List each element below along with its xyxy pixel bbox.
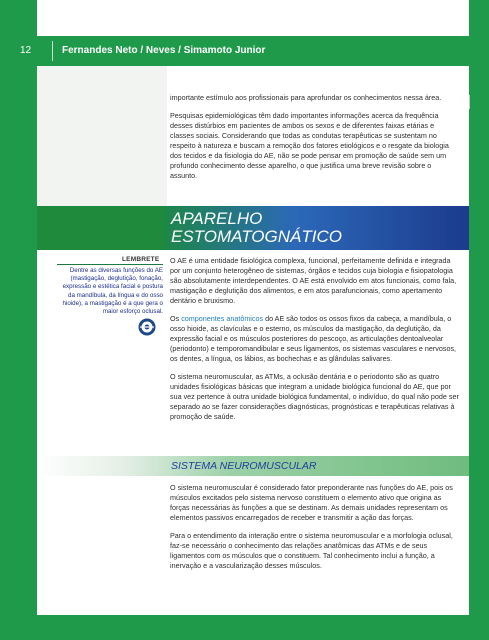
- bottom-green-border: [0, 615, 489, 640]
- section1-paragraph-1: O AE é uma entidade fisiológica complexa, funcional, perfeitamente definida e integrada por um conjunto heterogêneo de sistemas, órgãos e tecidos cuja biologia e fisiopatologia são absolutamente interdependentes. O AE está envolvido em atos funcionais, como fala, mastigação e deglutição dos alimentos, e em atos parafuncionais, como apertamento dentário e bruxismo.: [170, 256, 457, 305]
- section1-paragraph-3: O sistema neuromuscular, as ATMs, a oclusão dentária e o periodonto são as quatro unidades fisiológicas básicas que integram a unidade biológica funcional do AE, que por sua vez pertence à outra unidade biológica fundamental, o indivíduo, do qual não pode ser separado ao se fazer considerações diagnósticas, prognósticas e terapêuticas relativas à promoção de saúde.: [170, 372, 459, 421]
- left-margin-strip: [37, 66, 167, 206]
- section1-text: [170, 256, 459, 430]
- intro-text: [170, 93, 459, 189]
- sidebar-label: LEMBRETE: [122, 256, 160, 263]
- section-title-line-2: ESTOMATOGNÁTICO: [171, 227, 342, 246]
- sidebar-text: Dentre as diversas funções do AE (mastigação, deglutição, fonação, expressão e estética facial e postura da mandíbula, da língua e do osso hioide), a mastigação é a que gera o maior esforço oclusal.: [62, 267, 163, 316]
- intro-paragraph-1: importante estímulo aos profissionais para aprofundar os conhecimentos nessa área.: [170, 93, 442, 102]
- section2-paragraph-2: Para o entendimento da interação entre o sistema neuromuscular e a morfologia oclusal, faz-se necessário o conhecimento das relações anatômicas das ATMs e de seus ligamentos com os músculos que o constituem. Tal conhecimento inclui a função, a inervação e a vascularização desses músculos.: [170, 531, 453, 570]
- section2-paragraph-1: O sistema neuromuscular é considerado fator preponderante nas funções do AE, pois os músculos excitados pelo sistema nervoso constituem o elemento ativo que origina as forças necessárias às funções a que se destinam. As demais unidades representam os elementos passivos encarregados de receber e transmitir a ação das forças.: [170, 483, 453, 522]
- margin-tick: [469, 95, 470, 109]
- section-title-neuromuscular: SISTEMA NEUROMUSCULAR: [171, 460, 317, 472]
- sidebar-divider: [57, 264, 163, 265]
- right-green-border: [469, 0, 489, 640]
- section-banner-left-block: [37, 206, 165, 250]
- header-divider: [52, 41, 53, 61]
- anatomical-components-link[interactable]: componentes anatômicos: [181, 314, 264, 323]
- left-green-border: [0, 0, 37, 640]
- lembrete-icon: [138, 318, 156, 336]
- intro-paragraph-2: Pesquisas epidemiológicas têm dado importantes informações acerca da frequência desses distúrbios em pacientes de ambos os sexos e de diferentes faixas etárias e classes sociais. Considerando que todas as condutas terapêuticas se sustentam no respeito à natureza e buscam a remoção dos fatores etiológicos e o resgate da biologia dos tecidos e da fisiologia do AE, não se pode pensar em promoção de saúde sem um profundo conhecimento desse aparelho, o que justifica uma breve revisão sobre o assunto.: [170, 111, 449, 180]
- section1-p2-start: Os: [170, 314, 182, 323]
- section1-p2-rest: do AE são todos os ossos fixos da cabeça, a mandíbula, o osso hioide, as clavículas e o esterno, os músculos da mastigação, da deglutição, da expressão facial e os músculos posteriores do pescoço, as articulações dentoalveolar (periodonto) e temporomandibular e seus ligamentos, os sistemas vasculares e nervosos, os dentes, a língua, os lábios, as bochechas e as glândulas salivares.: [170, 314, 457, 363]
- running-head: Fernandes Neto / Neves / Simamoto Junior: [62, 45, 266, 56]
- section1-paragraph-2: [170, 314, 459, 364]
- page-number: 12: [20, 45, 32, 56]
- section-title-line-1: APARELHO: [171, 209, 263, 228]
- section2-text: [170, 483, 459, 579]
- section-title-aparelho: [171, 210, 342, 246]
